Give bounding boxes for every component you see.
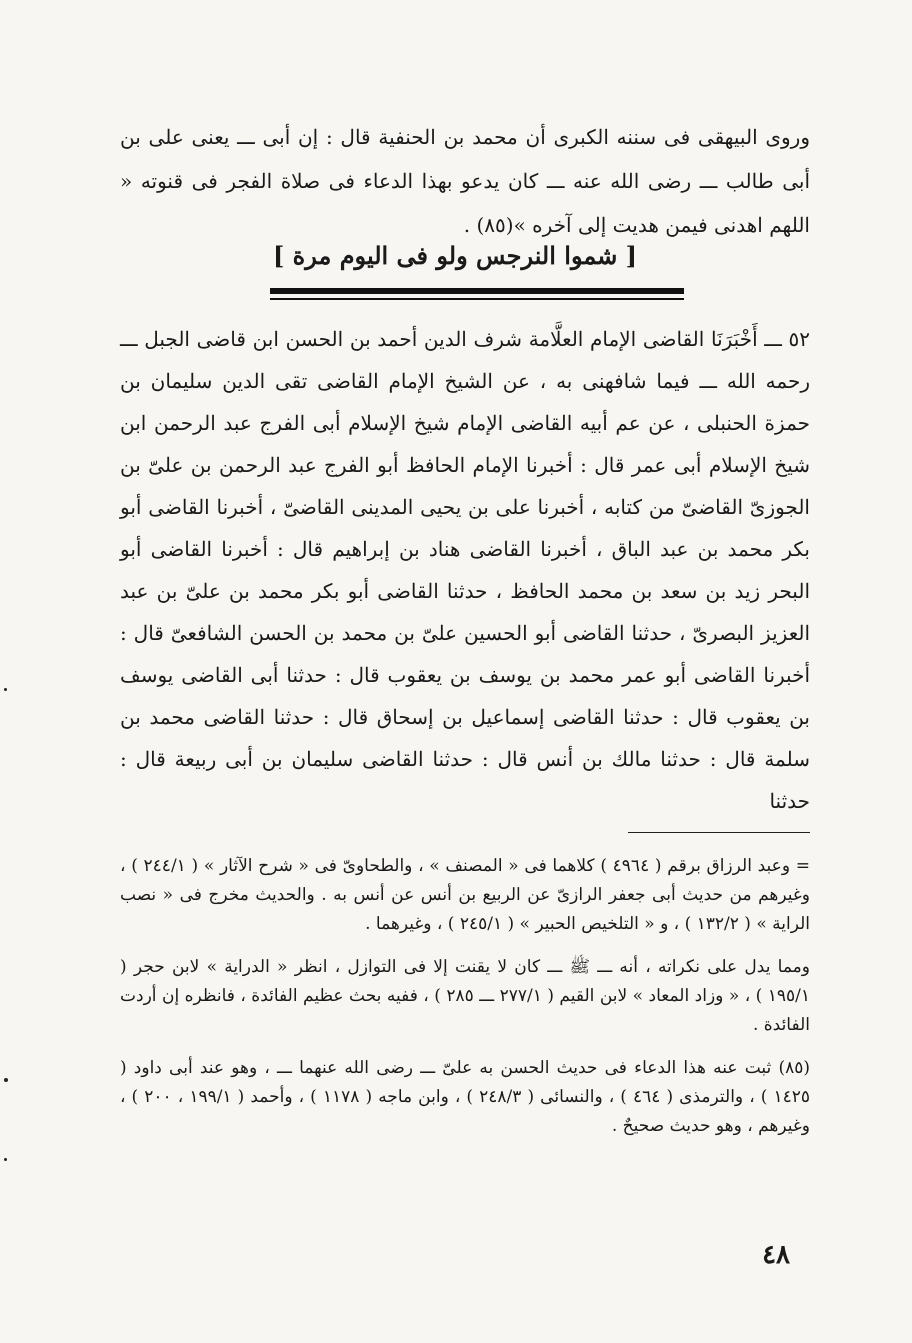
scan-mark: [4, 1078, 8, 1082]
footnotes: [120, 852, 810, 1155]
scan-mark: [4, 688, 7, 691]
hadith-chain-paragraph: [120, 318, 810, 822]
heading-rule-thin: [270, 298, 684, 300]
footnote-separator: [628, 832, 810, 833]
footnote-85: (٨٥) ثبت عنه هذا الدعاء فى حديث الحسن به علىّ ـــ رضى الله عنهما ـــ ، وهو عند أبى داود ( ١٤٢٥ ) ، والترمذى ( ٤٦٤ ) ، والنسائى ( ٢٤٨/٣ ) ، وابن ماجه ( ١١٧٨ ) ، وأحمد ( ١٩٩/١ ، ٢٠٠ ) ، وغيرهم ، وهو حديث صحيحٌ .: [120, 1058, 811, 1136]
intro-paragraph: [120, 115, 810, 247]
footnote-continuation: = وعبد الرزاق برقم ( ٤٩٦٤ ) كلاهما فى « المصنف » ، والطحاوىّ فى « شرح الآثار » ( ٢٤٤/١ ) ، وغيرهم من حديث أبى جعفر الرازىّ عن الربيع بن أنس عن أنس به . والحديث مخرج فى « نصب الراية » ( ١٣٢/٢ ) ، و « التلخيص الحبير » ( ٢٤٥/١ ) ، وغيرهما .: [120, 856, 810, 934]
footnote-remark: ومما يدل على نكراته ، أنه ـــ ﷺ ـــ كان لا يقنت إلا فى التوازل ، انظر « الدراية » لابن حجر ( ١٩٥/١ ) ، « وزاد المعاد » لابن القيم ( ٢٧٧/١ ـــ ٢٨٥ ) ، ففيه بحث عظيم الفائدة ، فانظره إن أردت الفائدة .: [120, 957, 810, 1035]
hadith-text: ٥٢ ـــ أَخْبَرَنَا القاضى الإمام العلَّامة شرف الدين أحمد بن الحسن ابن قاضى الجبل ـــ رحمه الله ـــ فيما شافهنى به ، عن الشيخ الإمام القاضى تقى الدين سليمان بن حمزة الحنبلى ، عن عم أبيه القاضى الإمام شيخ الإسلام أبى الفرج عبد الرحمن ابن شيخ الإسلام أبى عمر قال : أخبرنا الإمام الحافظ أبو الفرج عبد الرحمن بن علىّ بن الجوزىّ القاضىّ من كتابه ، أخبرنا على بن يحيى المدينى القاضىّ ، أخبرنا القاضى أبو بكر محمد بن عبد الباق ، أخبرنا القاضى هناد بن إبراهيم قال : أخبرنا القاضى أبو البحر زيد بن سعد بن محمد الحافظ ، حدثنا القاضى أبو بكر محمد بن علىّ بن عبد العزيز البصرىّ ، حدثنا القاضى أبو الحسين علىّ بن محمد بن الحسن الشافعىّ قال : أخبرنا القاضى أبو عمر محمد بن يوسف بن يعقوب قال : حدثنا أبى القاضى يوسف بن يعقوب قال : حدثنا القاضى إسماعيل بن إسحاق قال : حدثنا القاضى محمد بن سلمة قال : حدثنا مالك بن أنس قال : حدثنا القاضى سليمان بن أبى ربيعة قال : حدثنا: [120, 327, 810, 813]
section-heading: [ شموا النرجس ولو فى اليوم مرة ]: [272, 241, 638, 270]
page-number: ٤٨: [762, 1240, 790, 1270]
scan-mark: [4, 1158, 7, 1161]
intro-text: وروى البيهقى فى سننه الكبرى أن محمد بن الحنفية قال : إن أبى ـــ يعنى على بن أبى طالب ـــ رضى الله عنه ـــ كان يدعو بهذا الدعاء فى صلاة الفجر فى قنوته « اللهم اهدنى فيمن هديت إلى آخره »(٨٥) .: [120, 125, 810, 237]
heading-rule-thick: [270, 288, 684, 294]
